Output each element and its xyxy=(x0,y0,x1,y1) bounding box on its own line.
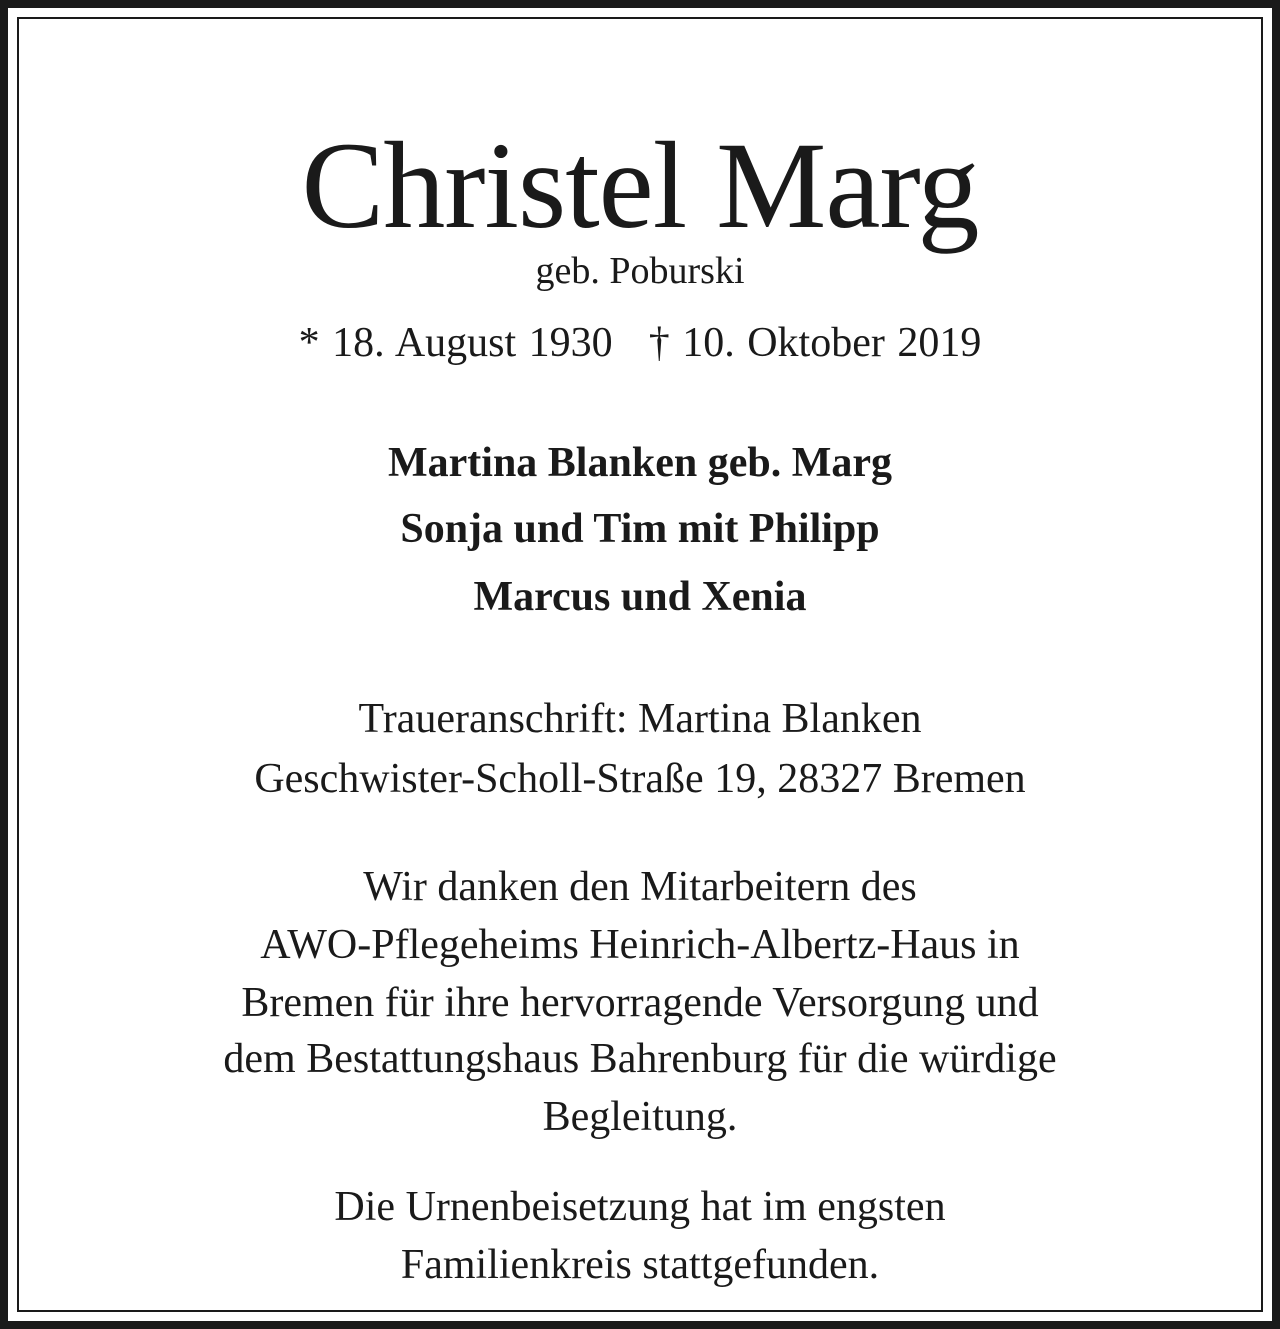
life-dates xyxy=(0,322,1280,364)
thanks-line: dem Bestattungshaus Bahrenburg für die würdige xyxy=(223,1036,1057,1082)
burial-line: Die Urnenbeisetzung hat im engsten xyxy=(334,1184,946,1230)
burial-line: Familienkreis stattgefunden. xyxy=(400,1242,880,1288)
thanks-line: Begleitung. xyxy=(542,1094,738,1140)
deceased-name: Christel Marg xyxy=(301,117,979,254)
thanks-line: Wir danken den Mitarbeitern des xyxy=(363,864,917,910)
mourner-line: Sonja und Tim mit Philipp xyxy=(400,506,880,552)
death-date: † 10. Oktober 2019 xyxy=(648,320,982,366)
thanks-line: Bremen für ihre hervorragende Versorgung und xyxy=(241,980,1039,1026)
mourner-line: Marcus und Xenia xyxy=(473,574,807,620)
thanks-line: AWO-Pflegeheims Heinrich-Albertz-Haus in xyxy=(260,922,1020,968)
mourner-line: Martina Blanken geb. Marg xyxy=(388,440,892,486)
address-line: Geschwister-Scholl-Straße 19, 28327 Bremen xyxy=(254,756,1026,802)
maiden-name: geb. Poburski xyxy=(535,250,745,292)
address-line: Traueranschrift: Martina Blanken xyxy=(358,696,922,742)
birth-date: * 18. August 1930 xyxy=(298,320,613,366)
